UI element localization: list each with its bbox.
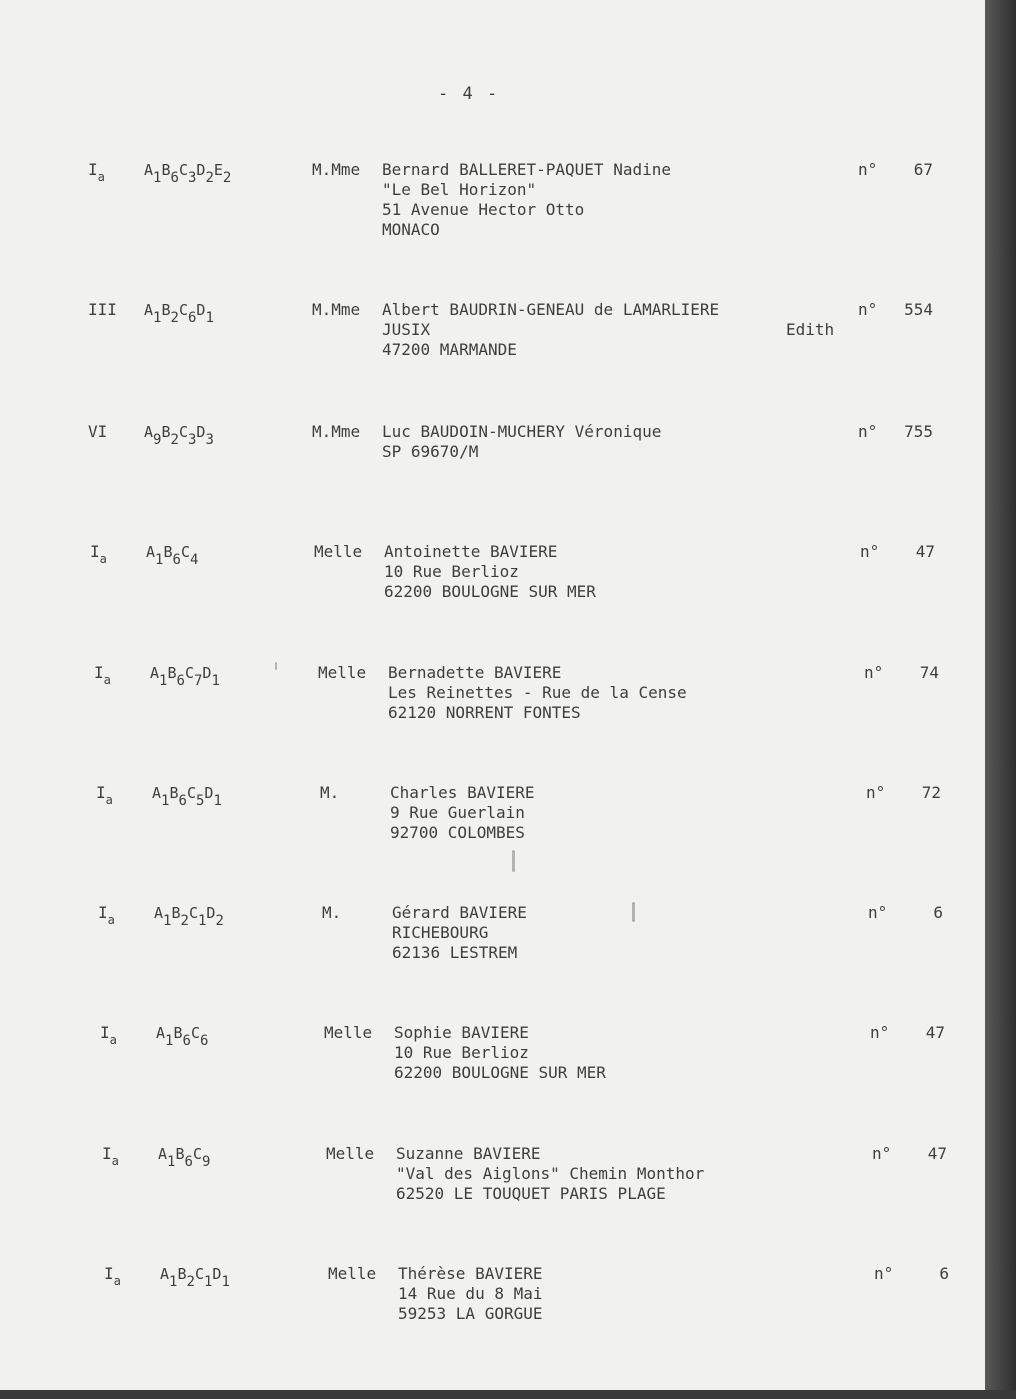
- entry-name: Thérèse BAVIERE: [398, 1264, 543, 1283]
- code-index: 5: [195, 793, 205, 809]
- entry-class: [94, 663, 111, 687]
- entry-address-line: 62200 BOULOGNE SUR MER: [394, 1063, 606, 1082]
- code-index: 6: [178, 793, 187, 809]
- entry-class: [96, 783, 113, 807]
- code-letter: B: [161, 301, 171, 319]
- directory-entry: [14, 1144, 1002, 1254]
- entry-address-line: SP 69670/M: [382, 442, 479, 461]
- entry-title: Melle: [326, 1144, 375, 1163]
- code-index: 2: [215, 913, 224, 929]
- number-prefix: n°: [860, 542, 880, 561]
- entry-class: [90, 542, 107, 566]
- entry-title: Melle: [318, 663, 367, 682]
- entry-address-line: 47200 MARMANDE: [382, 340, 517, 359]
- entry-address-line: 62200 BOULOGNE SUR MER: [384, 582, 596, 601]
- number-prefix: n°: [866, 783, 886, 802]
- scan-edge-right: [985, 0, 1016, 1399]
- entry-code: [158, 1144, 211, 1170]
- entry-class-numeral: VI: [88, 422, 108, 441]
- code-index: 1: [205, 310, 214, 326]
- entry-title: Melle: [324, 1023, 373, 1042]
- entry-address-line: 59253 LA GORGUE: [398, 1304, 543, 1323]
- number-value: 67: [913, 160, 933, 179]
- code-letter: A: [154, 904, 164, 922]
- code-letter: C: [180, 543, 190, 561]
- entry-address-line: RICHEBOURG: [392, 923, 489, 942]
- code-letter: A: [144, 301, 154, 319]
- code-index: 1: [163, 913, 172, 929]
- code-letter: D: [206, 904, 216, 922]
- entry-title: M.: [322, 903, 342, 922]
- code-index: 9: [201, 1154, 211, 1170]
- directory-entry: [10, 903, 998, 1013]
- code-letter: B: [171, 904, 181, 922]
- entry-address-line: 9 Rue Guerlain: [390, 803, 525, 822]
- paper-speck: [512, 850, 515, 872]
- entry-class-subscript: a: [107, 913, 115, 927]
- code-letter: B: [163, 543, 173, 561]
- code-index: 6: [187, 310, 197, 326]
- entry-code: [144, 422, 214, 448]
- number-prefix: n°: [858, 300, 878, 319]
- entry-address-line: "Le Bel Horizon": [382, 180, 537, 199]
- code-letter: A: [156, 1024, 166, 1042]
- entry-name: Bernard BALLERET-PAQUET Nadine: [382, 160, 671, 179]
- code-index: 1: [221, 1274, 230, 1290]
- entry-class: [102, 1144, 119, 1168]
- entry-title: Melle: [314, 542, 363, 561]
- code-index: 1: [213, 793, 222, 809]
- code-index: 2: [205, 170, 214, 186]
- entry-name: Gérard BAVIERE: [392, 903, 527, 922]
- entry-class-numeral: I: [98, 903, 108, 922]
- page-number: - 4 -: [438, 84, 500, 104]
- code-letter: D: [204, 784, 214, 802]
- entry-name: Antoinette BAVIERE: [384, 542, 558, 561]
- entry-code: [144, 300, 214, 326]
- directory-entry: [8, 783, 996, 893]
- entry-number: [864, 663, 939, 683]
- entry-address-line: 10 Rue Berlioz: [394, 1043, 529, 1062]
- entry-number: [858, 422, 933, 442]
- entry-name: Luc BAUDOIN-MUCHERY Véronique: [382, 422, 662, 441]
- entry-code: [152, 783, 222, 809]
- entry-number: [858, 300, 933, 320]
- entry-address-line: JUSIX: [382, 320, 431, 339]
- entry-title: Melle: [328, 1264, 377, 1283]
- entry-number: [860, 542, 935, 562]
- entry-address-line: Les Reinettes - Rue de la Cense: [388, 683, 687, 702]
- number-prefix: n°: [868, 903, 888, 922]
- entry-name: Bernadette BAVIERE: [388, 663, 562, 682]
- entry-code: [160, 1264, 230, 1290]
- code-index: 6: [199, 1033, 209, 1049]
- code-letter: C: [194, 1265, 204, 1283]
- entry-title: M.: [320, 783, 340, 802]
- code-index: 2: [180, 913, 189, 929]
- directory-entry: [12, 1023, 1000, 1133]
- entry-class: [100, 1023, 117, 1047]
- code-letter: A: [146, 543, 156, 561]
- entry-code: [144, 160, 232, 186]
- number-prefix: n°: [870, 1023, 890, 1042]
- code-letter: A: [158, 1145, 168, 1163]
- entry-address-line: 62120 NORRENT FONTES: [388, 703, 581, 722]
- number-value: 554: [904, 300, 933, 319]
- entry-number: [874, 1264, 949, 1284]
- entry-class: [98, 903, 115, 927]
- code-letter: C: [178, 423, 188, 441]
- code-index: 6: [172, 552, 181, 568]
- code-letter: C: [184, 664, 194, 682]
- scan-edge-bottom: [0, 1390, 1016, 1399]
- number-value: 6: [939, 1264, 949, 1283]
- entry-class: [88, 160, 105, 184]
- number-prefix: n°: [864, 663, 884, 682]
- code-letter: D: [196, 423, 206, 441]
- entry-number: [868, 903, 943, 923]
- number-prefix: n°: [858, 422, 878, 441]
- code-index: 6: [176, 673, 185, 689]
- entry-address-line: 62520 LE TOUQUET PARIS PLAGE: [396, 1184, 666, 1203]
- code-index: 1: [165, 1033, 174, 1049]
- entry-title: M.Mme: [312, 422, 361, 441]
- number-value: 755: [904, 422, 933, 441]
- code-letter: D: [196, 301, 206, 319]
- code-index: 3: [187, 170, 197, 186]
- code-letter: A: [144, 161, 154, 179]
- entry-class-numeral: I: [104, 1264, 114, 1283]
- entry-address-line: MONACO: [382, 220, 440, 239]
- entry-name: Sophie BAVIERE: [394, 1023, 529, 1042]
- entry-address-line: 92700 COLOMBES: [390, 823, 525, 842]
- number-value: 47: [927, 1144, 947, 1163]
- entry-class-numeral: I: [100, 1023, 110, 1042]
- code-index: 6: [182, 1033, 191, 1049]
- code-index: 1: [211, 673, 220, 689]
- code-index: 1: [155, 552, 164, 568]
- code-letter: D: [196, 161, 206, 179]
- paper-speck: [632, 902, 635, 922]
- code-letter: C: [186, 784, 196, 802]
- code-index: 1: [203, 1274, 213, 1290]
- directory-entry: [0, 300, 988, 410]
- code-index: 7: [193, 673, 203, 689]
- entry-address-line: 14 Rue du 8 Mai: [398, 1284, 543, 1303]
- code-index: 1: [161, 793, 170, 809]
- number-value: 6: [933, 903, 943, 922]
- code-index: 2: [222, 170, 232, 186]
- code-letter: C: [178, 301, 188, 319]
- entry-class-numeral: III: [88, 300, 117, 319]
- number-prefix: n°: [874, 1264, 894, 1283]
- entry-number: [858, 160, 933, 180]
- entry-address-line: 62136 LESTREM: [392, 943, 518, 962]
- number-prefix: n°: [872, 1144, 892, 1163]
- entry-number: [872, 1144, 947, 1164]
- entry-name: Suzanne BAVIERE: [396, 1144, 541, 1163]
- code-index: 6: [184, 1154, 193, 1170]
- code-index: 1: [197, 913, 207, 929]
- code-letter: A: [152, 784, 162, 802]
- paper-speck: [275, 662, 277, 670]
- entry-class-subscript: a: [109, 1033, 117, 1047]
- entry-address-line: "Val des Aiglons" Chemin Monthor: [396, 1164, 705, 1183]
- code-letter: B: [161, 423, 171, 441]
- number-prefix: n°: [858, 160, 878, 179]
- entry-code: [146, 542, 199, 568]
- code-letter: E: [213, 161, 223, 179]
- code-letter: D: [202, 664, 212, 682]
- entry-title: M.Mme: [312, 160, 361, 179]
- directory-entry: [2, 542, 990, 652]
- entry-class-numeral: I: [90, 542, 100, 561]
- code-index: 1: [159, 673, 168, 689]
- code-letter: A: [144, 423, 154, 441]
- code-letter: B: [173, 1024, 183, 1042]
- code-letter: B: [169, 784, 179, 802]
- code-index: 2: [170, 310, 179, 326]
- directory-entry: [6, 663, 994, 773]
- code-letter: A: [160, 1265, 170, 1283]
- code-index: 9: [153, 432, 162, 448]
- entry-class-numeral: I: [94, 663, 104, 682]
- entry-class-subscript: a: [97, 170, 105, 184]
- entry-class: [104, 1264, 121, 1288]
- entry-name: Charles BAVIERE: [390, 783, 535, 802]
- entry-code: [154, 903, 224, 929]
- code-index: 4: [189, 552, 199, 568]
- entry-number: [866, 783, 941, 803]
- code-letter: B: [161, 161, 171, 179]
- entry-name: Albert BAUDRIN-GENEAU de LAMARLIERE: [382, 300, 720, 319]
- code-index: 6: [170, 170, 179, 186]
- entry-address-line: 10 Rue Berlioz: [384, 562, 519, 581]
- entry-class-subscript: a: [103, 673, 111, 687]
- entry-note: Edith: [786, 320, 835, 339]
- entry-address-line: 51 Avenue Hector Otto: [382, 200, 585, 219]
- entry-class-numeral: I: [96, 783, 106, 802]
- entry-code: [156, 1023, 209, 1049]
- entry-class-subscript: a: [113, 1274, 121, 1288]
- code-index: 1: [153, 170, 162, 186]
- number-value: 47: [915, 542, 935, 561]
- code-letter: B: [177, 1265, 187, 1283]
- number-value: 72: [921, 783, 941, 802]
- code-index: 3: [205, 432, 214, 448]
- entry-class: [88, 422, 107, 443]
- code-index: 2: [170, 432, 179, 448]
- code-letter: C: [192, 1145, 202, 1163]
- number-value: 74: [919, 663, 939, 682]
- entry-class-numeral: I: [88, 160, 98, 179]
- entry-class-subscript: a: [111, 1154, 119, 1168]
- entry-title: M.Mme: [312, 300, 361, 319]
- code-letter: C: [188, 904, 198, 922]
- directory-entry: [0, 422, 988, 532]
- directory-entry: [16, 1264, 1004, 1374]
- entry-code: [150, 663, 220, 689]
- code-index: 3: [187, 432, 197, 448]
- code-index: 1: [153, 310, 162, 326]
- code-letter: C: [178, 161, 188, 179]
- code-letter: C: [190, 1024, 200, 1042]
- entry-class: [88, 300, 117, 321]
- entry-class-numeral: I: [102, 1144, 112, 1163]
- code-index: 1: [167, 1154, 176, 1170]
- code-letter: B: [175, 1145, 185, 1163]
- code-letter: B: [167, 664, 177, 682]
- code-index: 2: [186, 1274, 195, 1290]
- entry-number: [870, 1023, 945, 1043]
- code-index: 1: [169, 1274, 178, 1290]
- number-value: 47: [925, 1023, 945, 1042]
- code-letter: A: [150, 664, 160, 682]
- directory-entry: [0, 160, 988, 270]
- entry-class-subscript: a: [99, 552, 107, 566]
- entry-class-subscript: a: [105, 793, 113, 807]
- code-letter: D: [212, 1265, 222, 1283]
